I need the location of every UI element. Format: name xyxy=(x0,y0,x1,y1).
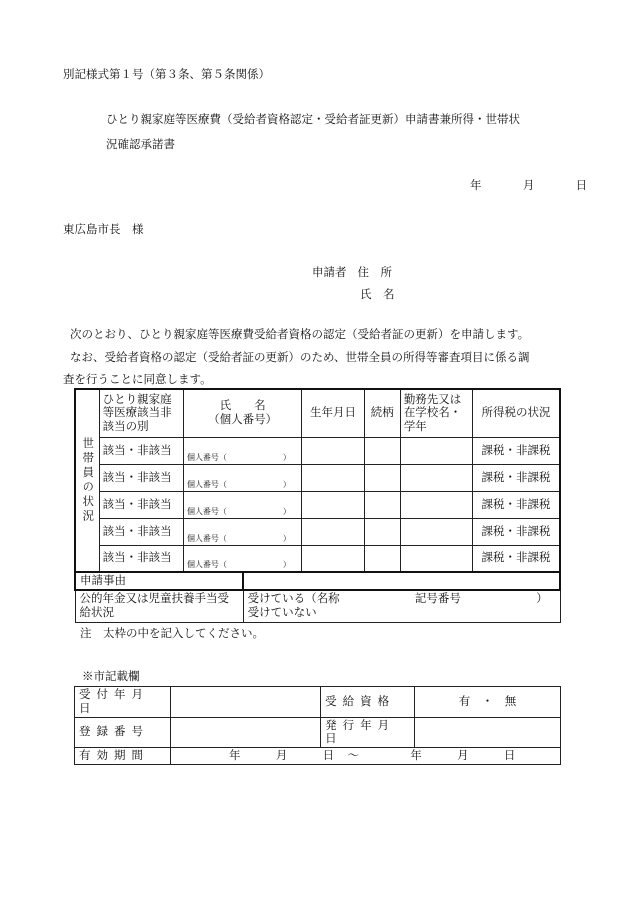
household-table xyxy=(74,388,561,573)
pension-row xyxy=(75,590,560,622)
pension-close-paren: ） xyxy=(536,591,548,606)
registration-number-label: 登録番号 xyxy=(75,717,171,748)
birthdate-field[interactable] xyxy=(302,545,364,572)
validity-label: 有効期間 xyxy=(75,748,171,765)
applicant-name-label: 氏 名 xyxy=(360,287,395,301)
header-tax: 所得税の状況 xyxy=(473,389,560,437)
birthdate-field[interactable] xyxy=(302,437,364,464)
pension-not-receiving-option[interactable]: 受けていない xyxy=(247,605,317,620)
reason-field[interactable] xyxy=(243,572,560,590)
form-title-line1: ひとり親家庭等医療費（受給者資格認定・受給者証更新）申請書兼所得・世帯状 xyxy=(106,112,520,126)
validity-tilde: ～ xyxy=(347,748,359,763)
pension-receiving-option[interactable]: 受けている（名称 xyxy=(247,591,340,606)
table-row xyxy=(75,464,560,491)
office-row-1 xyxy=(75,687,561,718)
table-row xyxy=(75,518,560,545)
tax-status-choice[interactable]: 課税・非課税 xyxy=(473,545,560,572)
personal-number-field[interactable]: 個人番号（ ） xyxy=(183,545,301,572)
reason-row xyxy=(75,572,560,590)
header-relation: 続柄 xyxy=(364,389,400,437)
body-paragraph-3: 査を行うことに同意します。 xyxy=(63,372,212,386)
relation-field[interactable] xyxy=(364,464,400,491)
tax-status-choice[interactable]: 課税・非課税 xyxy=(473,518,560,545)
body-paragraph-1: 次のとおり、ひとり親家庭等医療費受給者資格の認定（受給者証の更新）を申請します。 xyxy=(70,327,530,341)
office-section-title: ※市記載欄 xyxy=(82,669,140,683)
date-year-label: 年 xyxy=(470,178,482,192)
household-header-row xyxy=(75,389,560,437)
reason-table xyxy=(74,571,561,623)
eligibility-choice[interactable]: 該当・非該当 xyxy=(99,491,183,518)
body-paragraph-2: なお、受給者資格の認定（受給者証の更新）のため、世帯全員の所得等審査項目に係る調 xyxy=(70,350,530,364)
applicant-label: 申請者 xyxy=(312,265,347,279)
personal-number-field[interactable]: 個人番号（ ） xyxy=(183,464,301,491)
eligibility-choice[interactable]: 該当・非該当 xyxy=(99,545,183,572)
note-text: 注 太枠の中を記入してください。 xyxy=(80,626,264,640)
validity-end-day: 日 xyxy=(503,748,516,763)
workplace-field[interactable] xyxy=(400,464,472,491)
form-number: 別記様式第１号（第３条、第５条関係） xyxy=(63,67,270,81)
validity-end-year: 年 xyxy=(410,748,422,763)
validity-start-month: 月 xyxy=(275,748,288,763)
personal-number-field[interactable]: 個人番号（ ） xyxy=(183,491,301,518)
eligibility-choice[interactable]: 該当・非該当 xyxy=(99,518,183,545)
workplace-field[interactable] xyxy=(400,437,472,464)
table-row xyxy=(75,545,560,572)
birthdate-field[interactable] xyxy=(302,491,364,518)
applicant-address-label: 住 所 xyxy=(357,265,392,279)
workplace-field[interactable] xyxy=(400,518,472,545)
office-row-3 xyxy=(75,748,561,765)
relation-field[interactable] xyxy=(364,545,400,572)
reason-label: 申請事由 xyxy=(75,572,243,590)
pension-code-label: 記号番号 xyxy=(414,591,461,606)
pension-label: 公的年金又は児童扶養手当受給状況 xyxy=(75,590,243,622)
addressee: 東広島市長 様 xyxy=(63,222,144,236)
pension-field[interactable] xyxy=(243,590,560,622)
workplace-field[interactable] xyxy=(400,491,472,518)
birthdate-field[interactable] xyxy=(302,518,364,545)
registration-number-field xyxy=(171,717,321,748)
eligibility-label: 受給資格 xyxy=(321,687,415,718)
validity-field xyxy=(171,748,561,765)
table-row xyxy=(75,437,560,464)
eligibility-yes-no: 有 ・ 無 xyxy=(415,687,561,718)
validity-start-year: 年 xyxy=(229,748,241,763)
tax-status-choice[interactable]: 課税・非課税 xyxy=(473,437,560,464)
birthdate-field[interactable] xyxy=(302,464,364,491)
received-date-label: 受付年月日 xyxy=(75,687,171,718)
workplace-field[interactable] xyxy=(400,545,472,572)
received-date-field xyxy=(171,687,321,718)
header-eligibility: ひとり親家庭等医療該当非該当の別 xyxy=(99,389,183,437)
relation-field[interactable] xyxy=(364,491,400,518)
eligibility-choice[interactable]: 該当・非該当 xyxy=(99,464,183,491)
applicant-address xyxy=(312,264,392,280)
eligibility-choice[interactable]: 該当・非該当 xyxy=(99,437,183,464)
header-workplace: 勤務先又は在学校名・学年 xyxy=(400,389,472,437)
personal-number-field[interactable]: 個人番号（ ） xyxy=(183,437,301,464)
form-title-line2: 況確認承諾書 xyxy=(106,137,175,151)
relation-field[interactable] xyxy=(364,437,400,464)
issue-date-field xyxy=(415,717,561,748)
personal-number-field[interactable]: 個人番号（ ） xyxy=(183,518,301,545)
tax-status-choice[interactable]: 課税・非課税 xyxy=(473,464,560,491)
validity-start-day: 日 xyxy=(322,748,335,763)
header-name-sub: （個人番号） xyxy=(208,412,278,427)
validity-end-month: 月 xyxy=(457,748,469,763)
table-row xyxy=(75,491,560,518)
issue-date-label: 発行年月日 xyxy=(321,717,415,748)
date-field xyxy=(470,177,587,193)
header-name-label: 氏 名 xyxy=(219,398,266,413)
date-day-label: 日 xyxy=(575,178,588,192)
header-birth: 生年月日 xyxy=(302,389,364,437)
date-month-label: 月 xyxy=(522,178,535,192)
header-name xyxy=(183,389,301,437)
office-row-2 xyxy=(75,717,561,748)
household-side-label: 世帯員の状況 xyxy=(75,389,99,572)
relation-field[interactable] xyxy=(364,518,400,545)
tax-status-choice[interactable]: 課税・非課税 xyxy=(473,491,560,518)
office-use-table xyxy=(74,686,561,765)
